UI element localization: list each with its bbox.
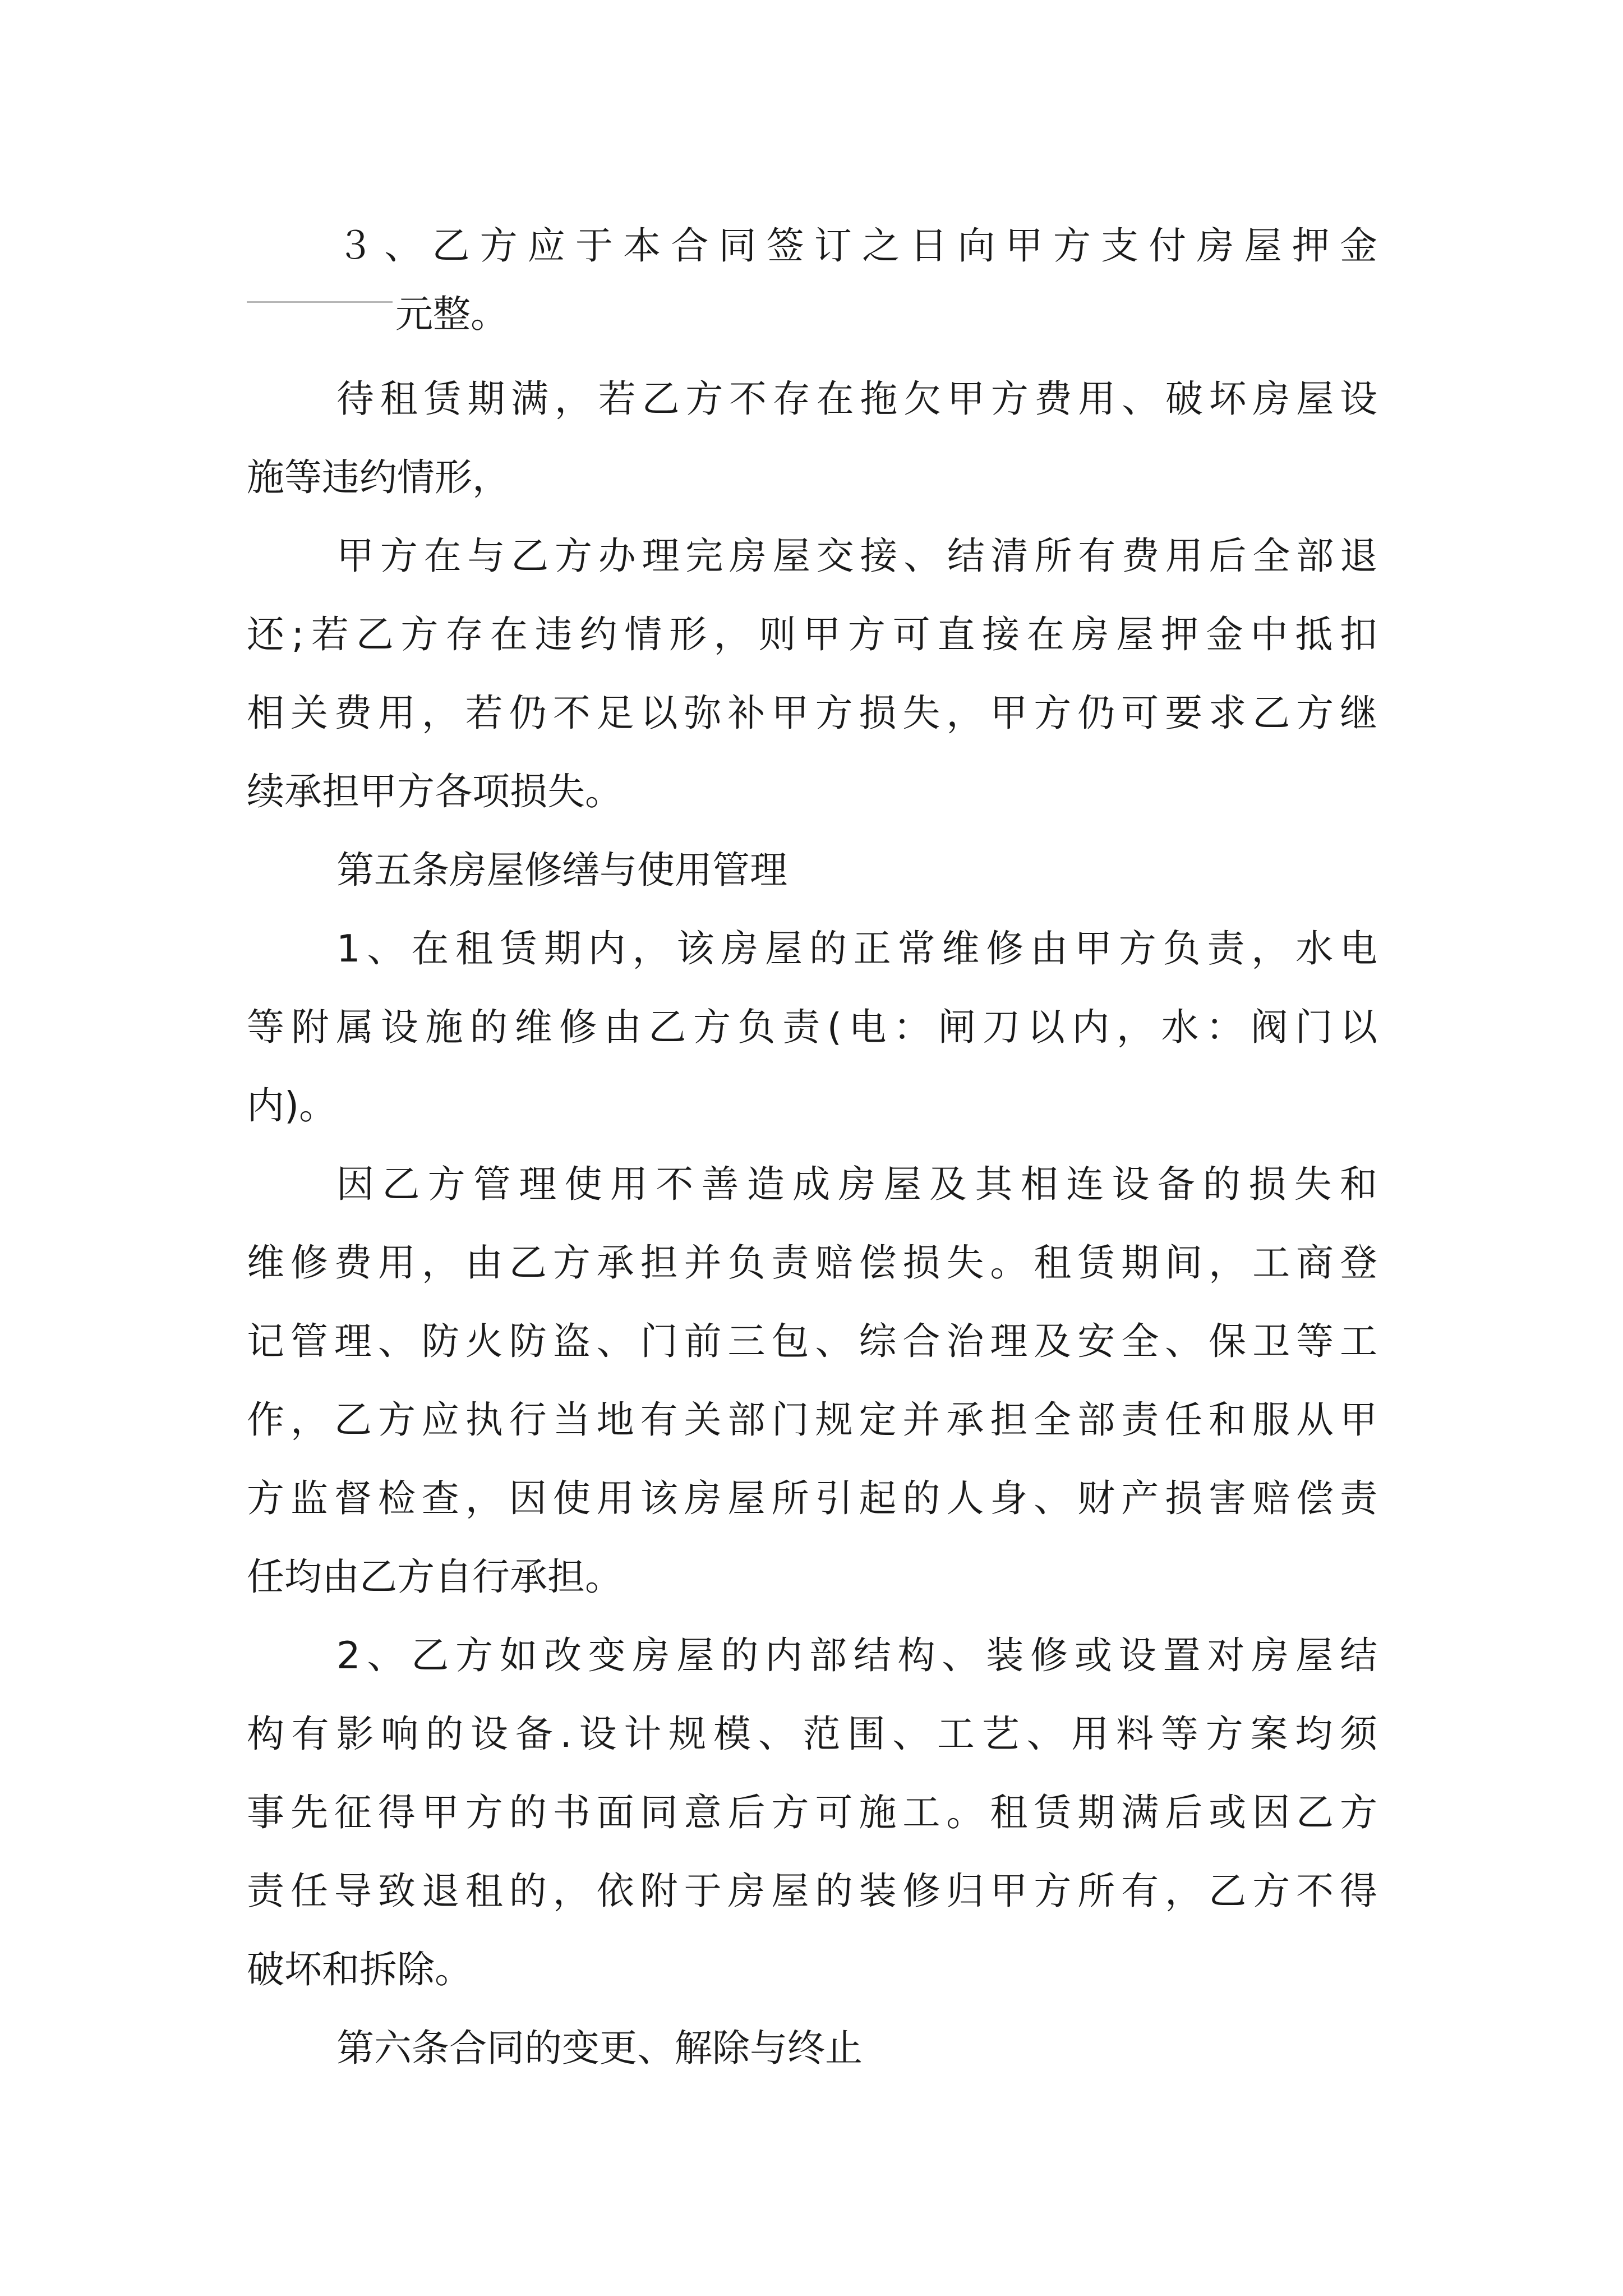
text-line: 事先征得甲方的书面同意后方可施工。租赁期满后或因乙方 [247, 1791, 1377, 1834]
text-line: 续承担甲方各项损失。 [247, 770, 623, 813]
text-line: 责任导致退租的，依附于房屋的装修归甲方所有，乙方不得 [247, 1869, 1377, 1913]
text-line: 因乙方管理使用不善造成房屋及其相连设备的损失和 [336, 1162, 1377, 1206]
section-heading: 第五条房屋修缮与使用管理 [336, 848, 787, 892]
text-line: 等附属设施的维修由乙方负责(电：闸刀以内，水：阀门以 [247, 1005, 1377, 1049]
text-line: 施等违约情形， [247, 455, 510, 499]
text-line: 甲方在与乙方办理完房屋交接、结清所有费用后全部退 [336, 534, 1377, 578]
text-line: 构有影响的设备.设计规模、范围、工艺、用料等方案均须 [247, 1712, 1377, 1756]
text-line: 1、在租赁期内，该房屋的正常维修由甲方负责，水电 [336, 927, 1377, 970]
text-line: 维修费用，由乙方承担并负责赔偿损失。租赁期间，工商登 [247, 1241, 1377, 1285]
text-line: 记管理、防火防盗、门前三包、综合治理及安全、保卫等工 [247, 1319, 1377, 1363]
text-line: 任均由乙方自行承担。 [247, 1555, 623, 1599]
text-line: 还;若乙方存在违约情形，则甲方可直接在房屋押金中抵扣 [247, 613, 1377, 656]
text-line: 元整。 [395, 292, 508, 336]
section-heading: 第六条合同的变更、解除与终止 [336, 2026, 863, 2070]
text-line: 破坏和拆除。 [247, 1948, 472, 1991]
text-line: ３、乙方应于本合同签订之日向甲方支付房屋押金 [336, 224, 1377, 268]
fill-in-blank [247, 300, 393, 303]
text-line: 作，乙方应执行当地有关部门规定并承担全部责任和服从甲 [247, 1398, 1377, 1442]
text-line: 待租赁期满，若乙方不存在拖欠甲方费用、破坏房屋设 [336, 377, 1377, 421]
text-line: 2、乙方如改变房屋的内部结构、装修或设置对房屋结 [336, 1634, 1377, 1677]
text-line: 方监督检查，因使用该房屋所引起的人身、财产损害赔偿责 [247, 1476, 1377, 1520]
text-line: 相关费用，若仍不足以弥补甲方损失，甲方仍可要求乙方继 [247, 691, 1377, 735]
text-line: 内)。 [247, 1084, 337, 1128]
